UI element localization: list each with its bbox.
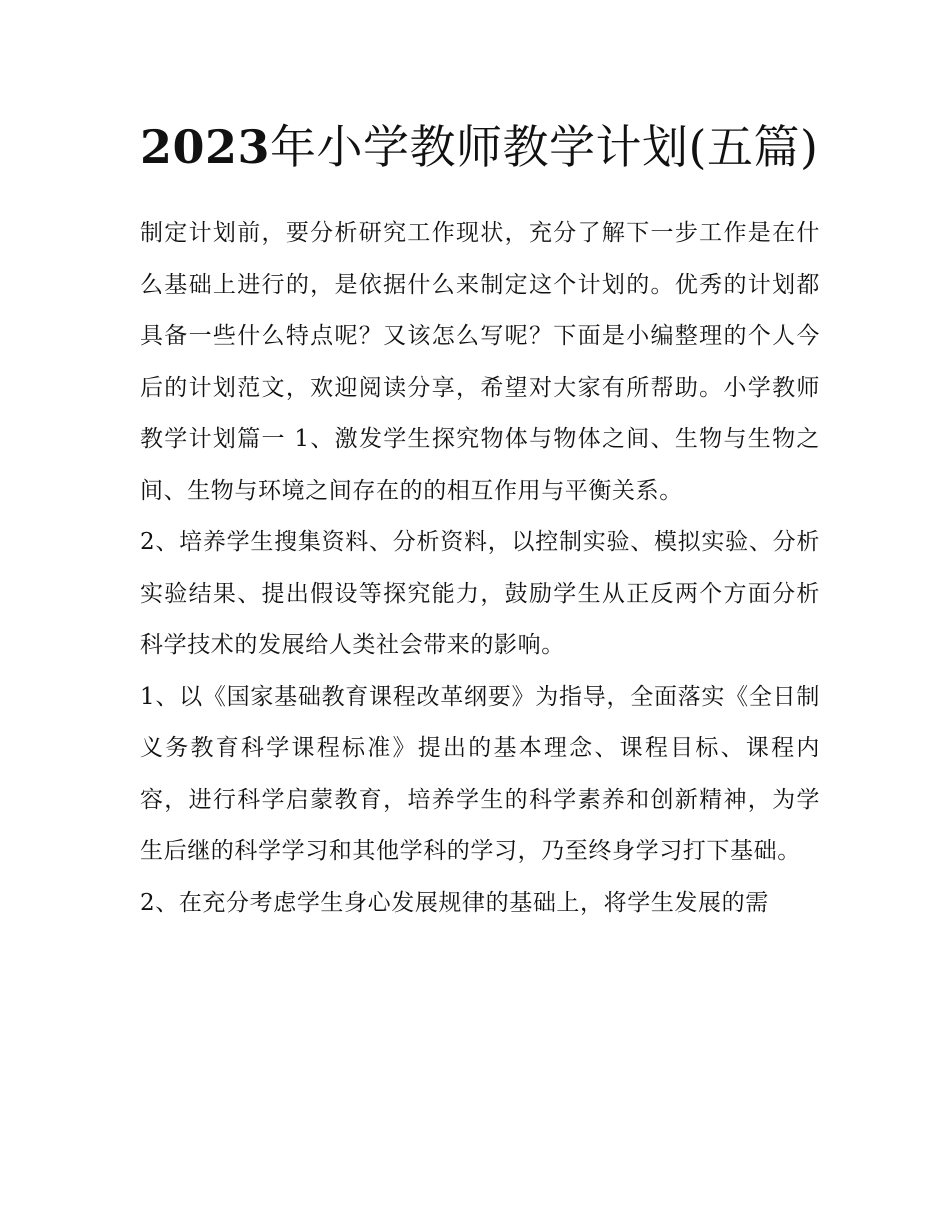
document-title (140, 108, 820, 186)
paragraph-intro: 制定计划前，要分析研究工作现状，充分了解下一步工作是在什么基础上进行的，是依据什么来制定这个计划的。优秀的计划都具备一些什么特点呢？又该怎么写呢？下面是小编整理的个人今后的计划范文，欢迎阅读分享，希望对大家有所帮助。小学教师教学计划篇一 1、激发学生探究物体与物体之间、生物与生物之间、生物与环境之间存在的的相互作用与平衡关系。 (140, 220, 820, 504)
title-year: 2023 (140, 120, 271, 174)
document-page (140, 108, 820, 929)
paragraph-item-1: 1、以《国家基础教育课程改革纲要》为指导，全面落实《全日制义务教育科学课程标准》提出的基本理念、课程目标、课程内容，进行科学启蒙教育，培养学生的科学素养和创新精神，为学生后继的科学学习和其他学科的学习，乃至终身学习打下基础。 (140, 683, 820, 864)
document-body (140, 208, 820, 929)
title-text: 年小学教师教学计划(五篇) (270, 120, 819, 174)
paragraph-item-2a: 2、培养学生搜集资料、分析资料，以控制实验、模拟实验、分析实验结果、提出假设等探究能力，鼓励学生从正反两个方面分析科学技术的发展给人类社会带来的影响。 (140, 529, 820, 658)
paragraph-item-2b: 2、在充分考虑学生身心发展规律的基础上，将学生发展的需 (140, 889, 769, 916)
